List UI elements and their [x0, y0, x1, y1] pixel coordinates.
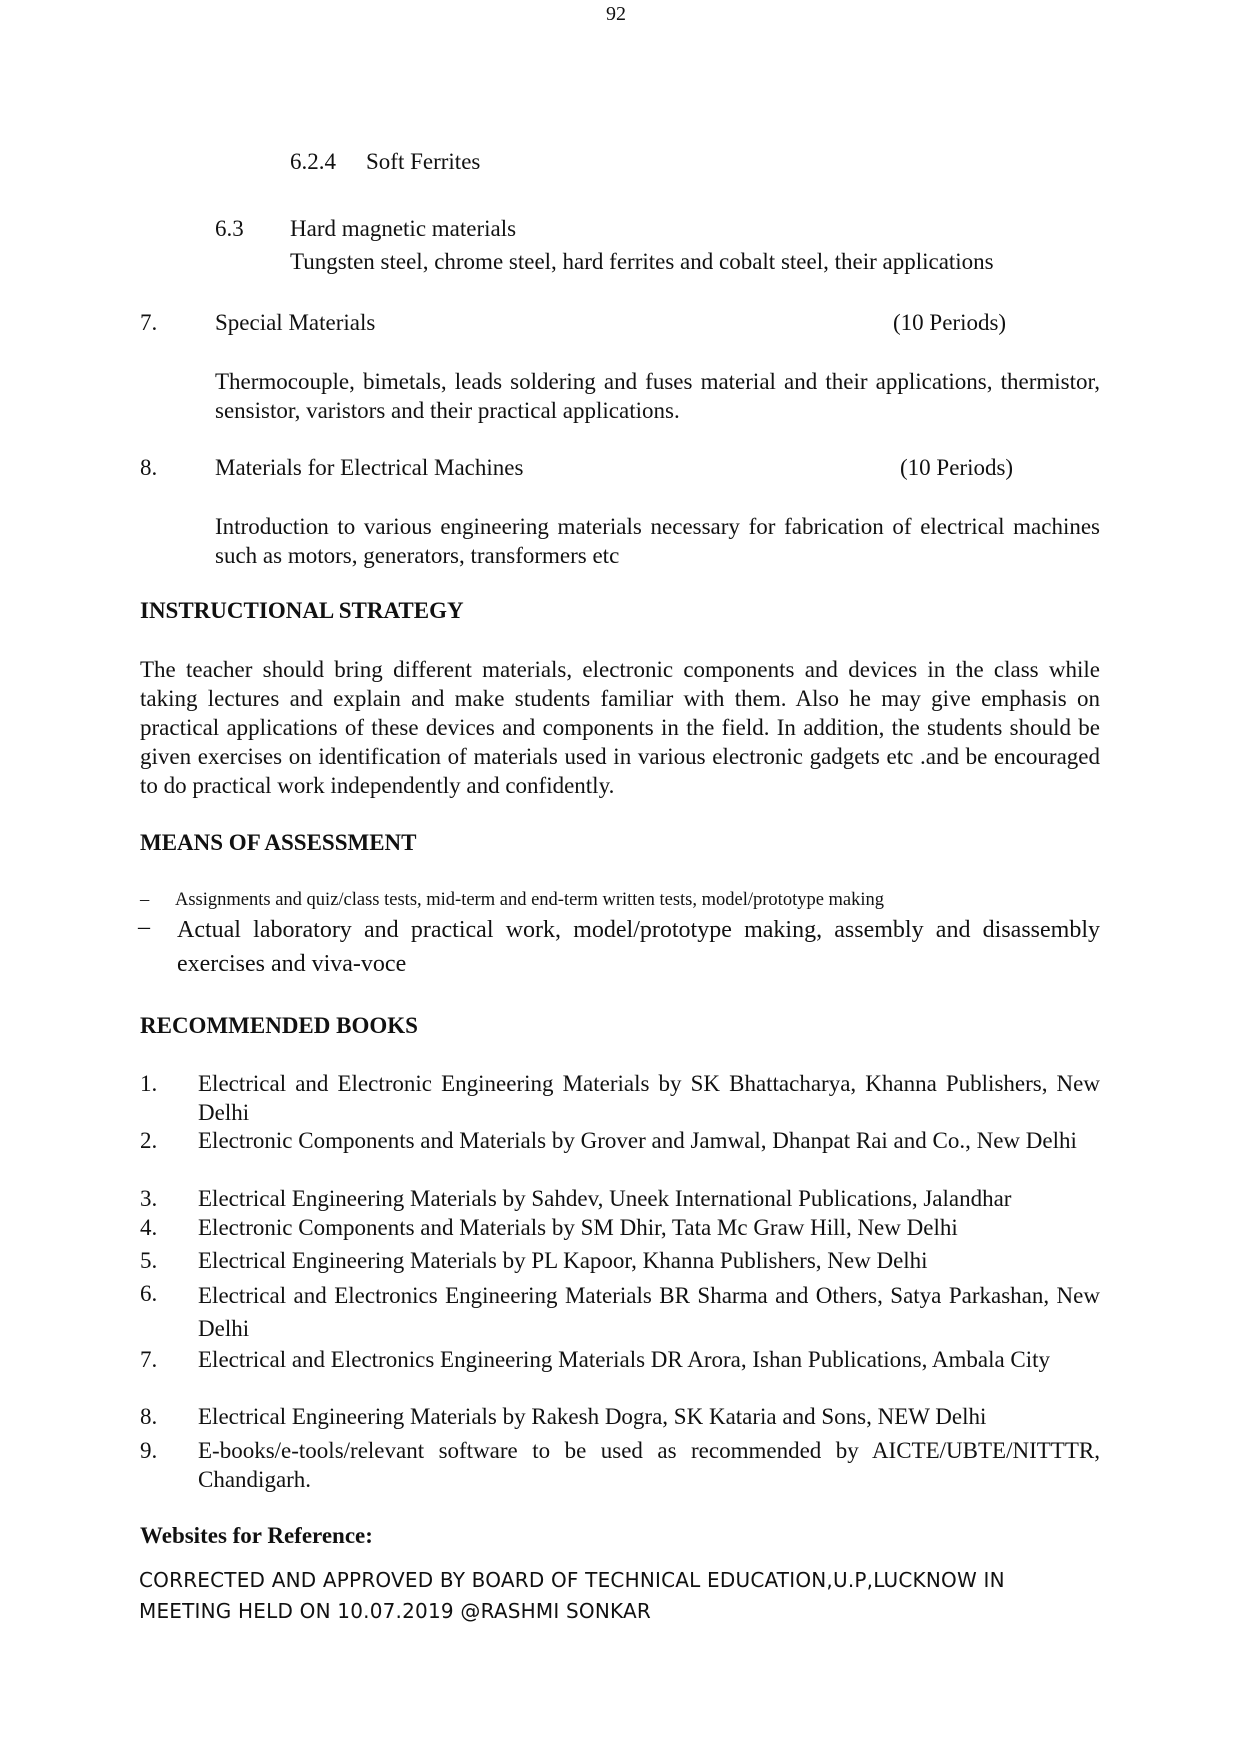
footer-line-1: CORRECTED AND APPROVED BY BOARD OF TECHNICAL EDUCATION,U.P,LUCKNOW IN [139, 1568, 1005, 1592]
section-6-3-body: Tungsten steel, chrome steel, hard ferrites and cobalt steel, their applications [290, 249, 994, 274]
section-6-2-4-title: Soft Ferrites [366, 149, 481, 174]
page-number: 92 [606, 3, 626, 25]
footer-line-2: MEETING HELD ON 10.07.2019 @RASHMI SONKAR [139, 1599, 651, 1623]
section-7-number: 7. [140, 310, 158, 335]
book-number: 9. [140, 1438, 158, 1463]
assessment-item-2: Actual laboratory and practical work, model/prototype making, assembly and disassembly exercises and viva-voce [177, 917, 1100, 977]
book-item: E-books/e-tools/relevant software to be used as recommended by AICTE/UBTE/NITTTR, Chandigarh. [198, 1438, 1100, 1492]
book-item: Electrical Engineering Materials by PL Kapoor, Khanna Publishers, New Delhi [198, 1248, 928, 1273]
section-8-periods: (10 Periods) [900, 455, 1014, 480]
section-7-title: Special Materials [215, 310, 376, 335]
section-8-body: Introduction to various engineering materials necessary for fabrication of electrical machines such as motors, generators, transformers etc [215, 514, 1100, 568]
means-of-assessment-heading: MEANS OF ASSESSMENT [140, 830, 417, 855]
instructional-strategy-heading: INSTRUCTIONAL STRATEGY [140, 598, 464, 623]
book-number: 7. [140, 1347, 158, 1372]
assessment-dash-1: – [140, 890, 150, 910]
book-item: Electrical Engineering Materials by Rakesh Dogra, SK Kataria and Sons, NEW Delhi [198, 1404, 987, 1429]
section-6-3-title: Hard magnetic materials [290, 216, 517, 241]
instructional-strategy-body: The teacher should bring different materials, electronic components and devices in the class while taking lectures and explain and make students familiar with them. Also he may give emphasis on practical applications of these devices and components in the field. In addition, the students should be given exercises on identification of materials used in various electronic gadgets etc .and be encouraged to do practical work independently and confidently. [140, 657, 1100, 798]
section-8-number: 8. [140, 455, 158, 480]
websites-heading: Websites for Reference: [140, 1523, 373, 1548]
book-item: Electronic Components and Materials by SM Dhir, Tata Mc Graw Hill, New Delhi [198, 1215, 958, 1240]
section-7-periods: (10 Periods) [893, 310, 1007, 335]
book-item: Electrical and Electronics Engineering Materials BR Sharma and Others, Satya Parkashan, New Delhi [198, 1283, 1100, 1341]
book-item: Electrical Engineering Materials by Sahdev, Uneek International Publications, Jalandhar [198, 1186, 1012, 1211]
book-number: 1. [140, 1071, 158, 1096]
assessment-item-1: Assignments and quiz/class tests, mid-term and end-term written tests, model/prototype making [175, 890, 885, 910]
book-number: 4. [140, 1215, 158, 1240]
section-7-body: Thermocouple, bimetals, leads soldering and fuses material and their applications, thermistor, sensistor, varistors and their practical applications. [215, 369, 1100, 423]
book-number: 5. [140, 1248, 158, 1273]
book-item: Electrical and Electronics Engineering Materials DR Arora, Ishan Publications, Ambala City [198, 1347, 1051, 1372]
book-number: 3. [140, 1186, 158, 1211]
recommended-books-heading: RECOMMENDED BOOKS [140, 1013, 418, 1038]
section-8-title: Materials for Electrical Machines [215, 455, 524, 480]
book-item: Electronic Components and Materials by Grover and Jamwal, Dhanpat Rai and Co., New Delhi [198, 1128, 1077, 1153]
book-item: Electrical and Electronic Engineering Materials by SK Bhattacharya, Khanna Publishers, New Delhi [198, 1071, 1100, 1125]
assessment-dash-2: – [138, 914, 150, 940]
section-6-2-4-number: 6.2.4 [290, 149, 336, 174]
book-number: 2. [140, 1128, 158, 1153]
book-number: 6. [140, 1281, 158, 1306]
section-6-3-number: 6.3 [215, 216, 244, 241]
book-number: 8. [140, 1404, 158, 1429]
